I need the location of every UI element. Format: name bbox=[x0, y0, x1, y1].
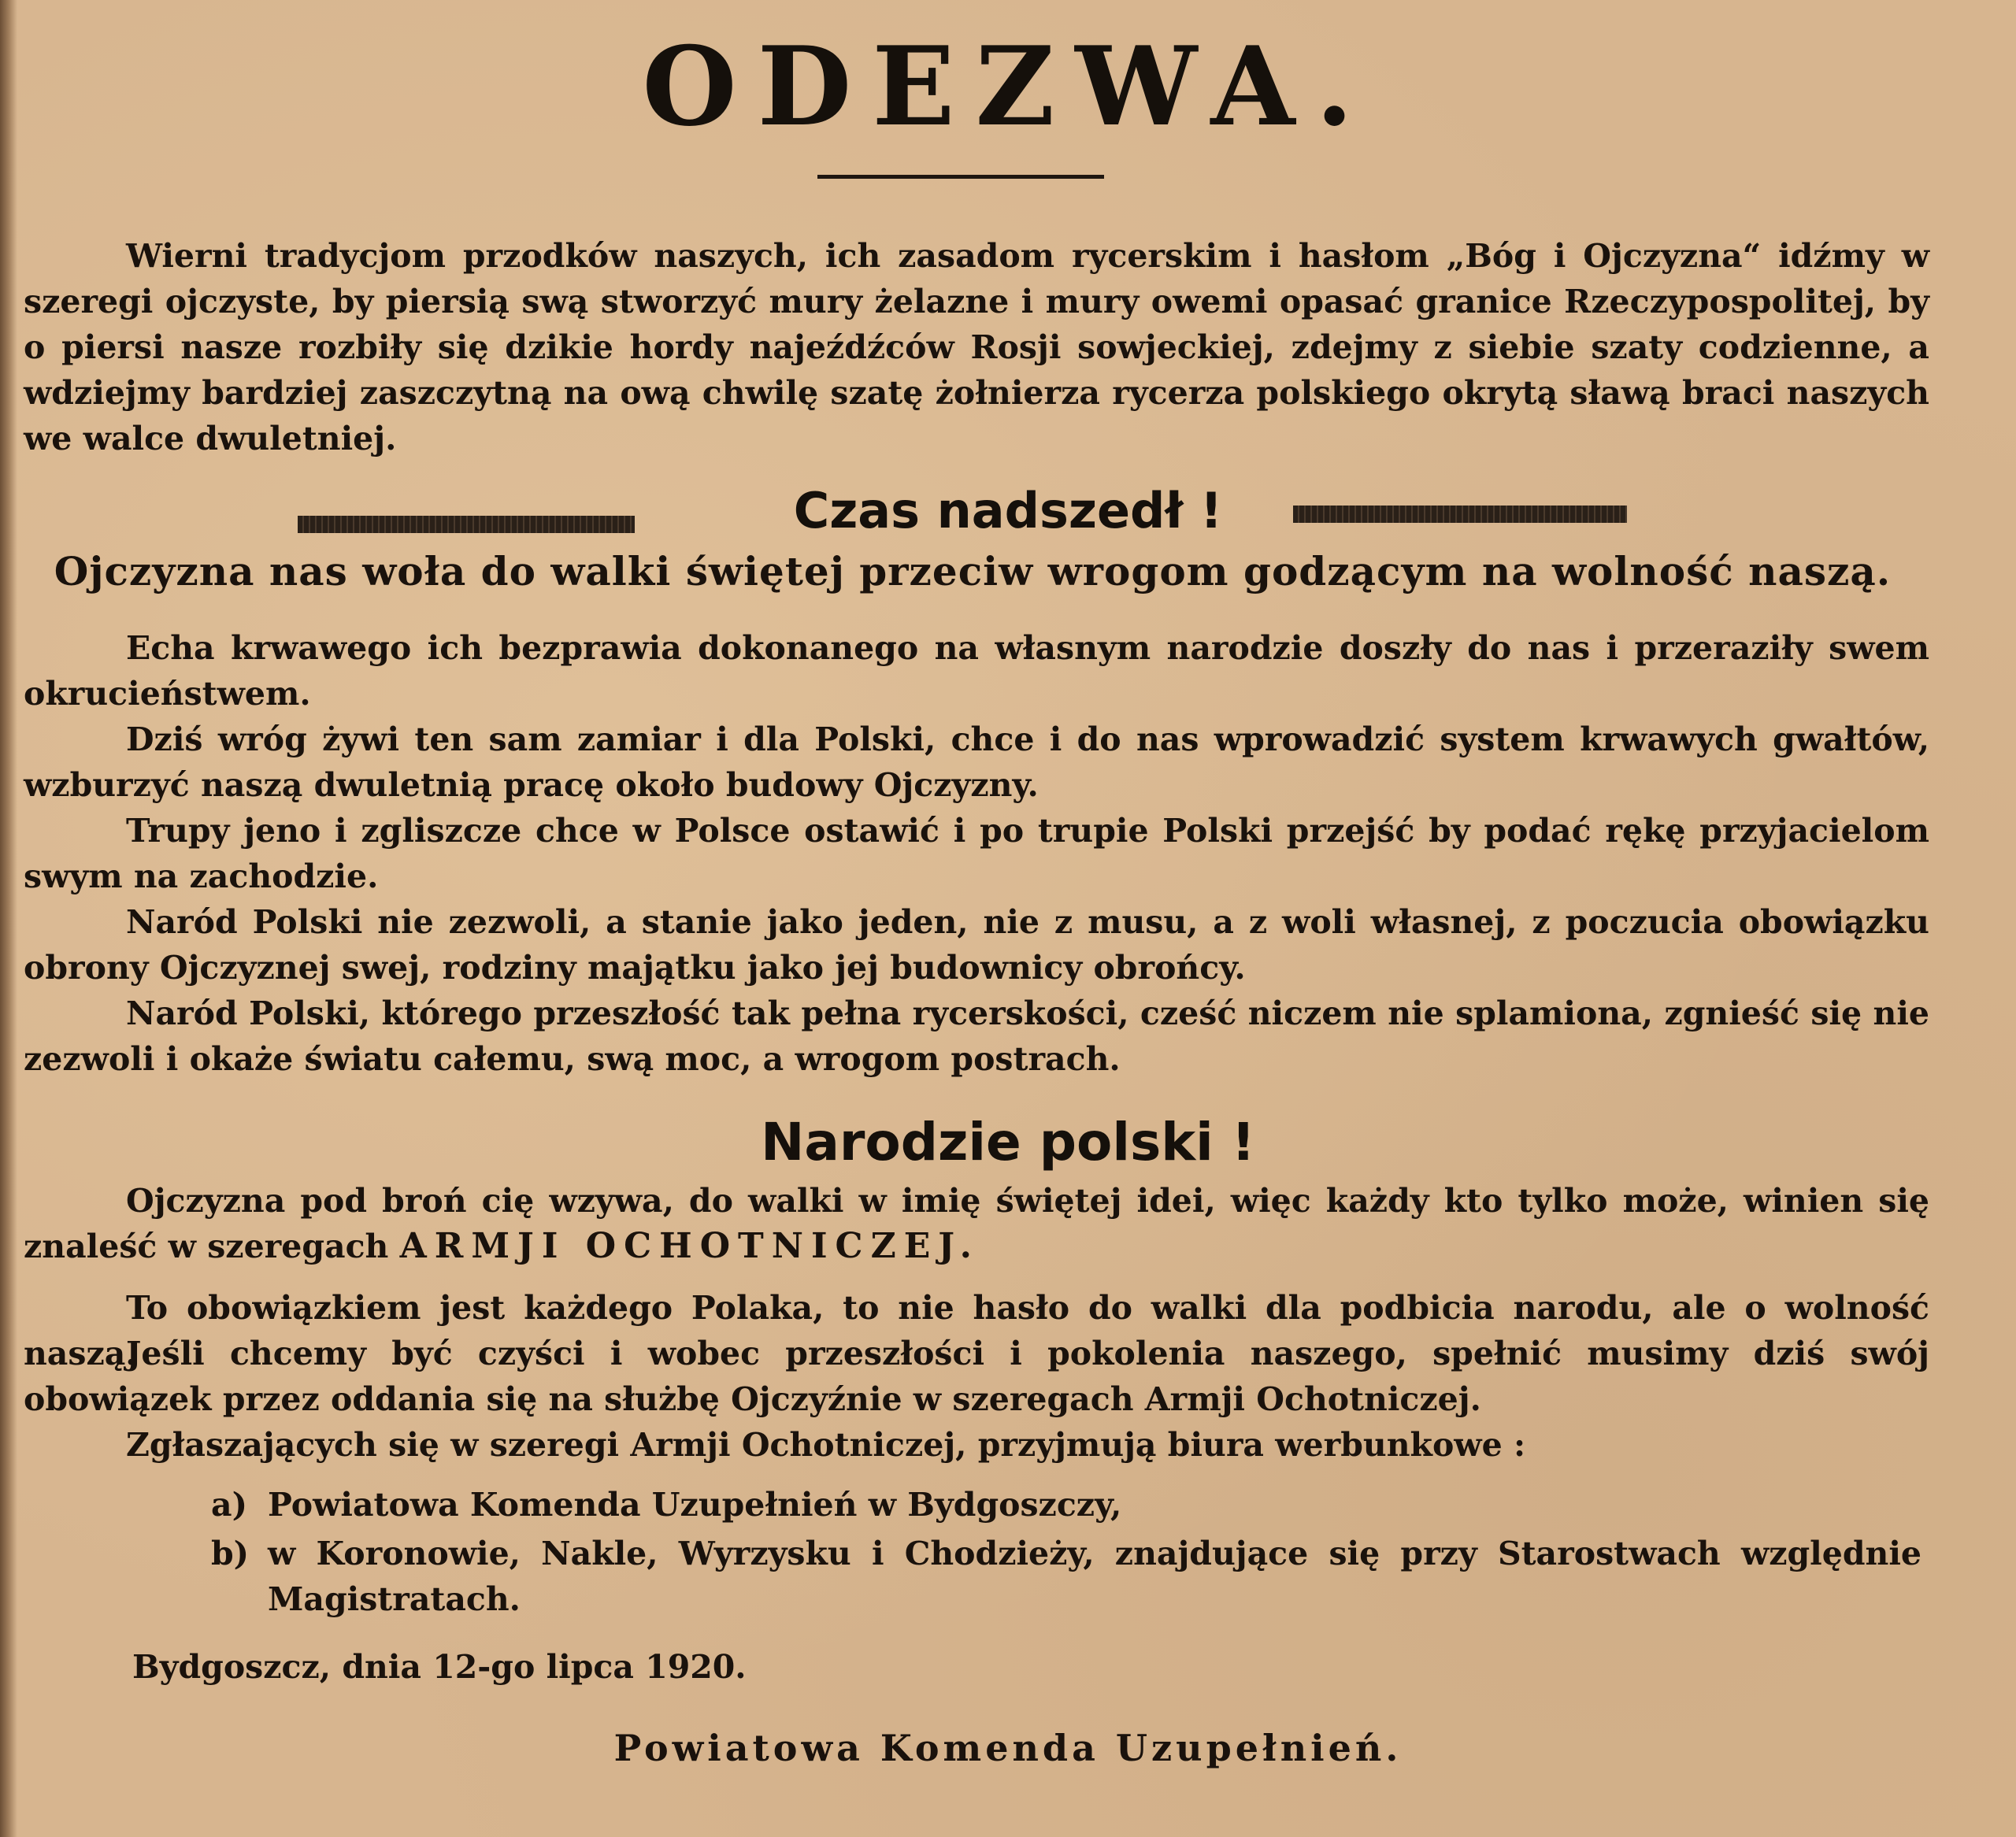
paragraph-call-to-arms bbox=[24, 1178, 1929, 1269]
paragraph-dzis-wrog: Dziś wróg żywi ten sam zamiar i dla Polski, chce i do nas wprowadzić system krwawych gwałtów, wzburzyć naszą dwuletnią pracę około budowy Ojczyzny. bbox=[24, 720, 1929, 804]
list-marker-a: a) bbox=[211, 1486, 247, 1524]
section-heading-czas-nadszedl: Czas nadszedł ! bbox=[793, 482, 1223, 539]
intro-paragraph: Wierni tradycjom przodków naszych, ich zasadom rycerskim i hasłom „Bóg i Ojczyzna“ idźmy w szeregi ojczyste, by piersią swą stworzyć mury żelazne i mury owemi opasać granice Rzeczypospolitej, by o piersi nasze rozbiły się dzikie hordy najeźdźców Rosji sowjeckiej, zdejmy z siebie szaty codzienne, a wdziejmy bardziej zaszczytną na ową chwilę szatę żołnierza rycerza polskiego okrytą sławą braci naszych we walce dwuletniej. bbox=[24, 237, 1929, 457]
page-title: ODEZWA. bbox=[642, 22, 1374, 150]
paragraph-jesli-chcemy: Jeśli chcemy być czyści i wobec przeszłości i pokolenia naszego, spełnić musimy dziś swój obowiązek przez oddania się na służbę Ojczyźnie w szeregach Armji Ochotniczej. bbox=[24, 1335, 1929, 1418]
paragraph-trupy: Trupy jeno i zgliszcze chce w Polsce ostawić i po trupie Polski przejść by podać rękę przyjacielom swym na zachodzie. bbox=[24, 812, 1929, 895]
paragraph-narod-nie-zezwoli: Naród Polski nie zezwoli, a stanie jako jeden, nie z musu, a z woli własnej, z poczucia obowiązku obrony Ojczyznej swej, rodziny majątku jako jej budownicy obrońcy. bbox=[24, 903, 1929, 987]
motto-line: Ojczyzna nas woła do walki świętej przeciw wrogom godzącym na wolność naszą. bbox=[54, 548, 1892, 594]
paragraph-zglaszajacych: Zgłaszających się w szeregi Armji Ochotniczej, przyjmują biura werbunkowe : bbox=[126, 1426, 1526, 1464]
title-divider bbox=[817, 175, 1104, 179]
paragraph-obowiazek: To obowiązkiem jest każdego Polaka, to nie hasło do walki dla podbicia narodu, ale o wolność naszą. bbox=[24, 1289, 1929, 1372]
army-name-emphasis: ARMJI OCHOTNICZEJ. bbox=[399, 1226, 980, 1266]
signature: Powiatowa Komenda Uzupełnień. bbox=[613, 1727, 1403, 1769]
paragraph-narod-przeszlosc: Naród Polski, którego przeszłość tak pełna rycerskości, cześć niczem nie splamiona, zgnieść się nie zezwoli i okaże światu całemu, swą moc, a wrogom postrach. bbox=[24, 994, 1929, 1078]
list-item-b: w Koronowie, Nakle, Wyrzysku i Chodzieży, znajdujące się przy Starostwach względnie Magistratach. bbox=[268, 1535, 1922, 1618]
list-item-a: Powiatowa Komenda Uzupełnień w Bydgoszczy, bbox=[268, 1486, 1122, 1524]
section-heading-narodzie-polski: Narodzie polski ! bbox=[761, 1112, 1255, 1172]
list-marker-b: b) bbox=[211, 1535, 250, 1572]
paragraph-echa: Echa krwawego ich bezprawia dokonanego na własnym narodzie doszły do nas i przeraziły swem okrucieństwem. bbox=[24, 629, 1929, 713]
date-line: Bydgoszcz, dnia 12-go lipca 1920. bbox=[132, 1648, 747, 1686]
paper-edge-shadow bbox=[0, 0, 17, 1837]
call-text: Ojczyzna pod broń cię wzywa, do walki w imię świętej idei, więc każdy kto tylko może, winien się znaleść w szeregach bbox=[24, 1182, 1929, 1265]
heading-right-bar bbox=[1293, 506, 1627, 523]
